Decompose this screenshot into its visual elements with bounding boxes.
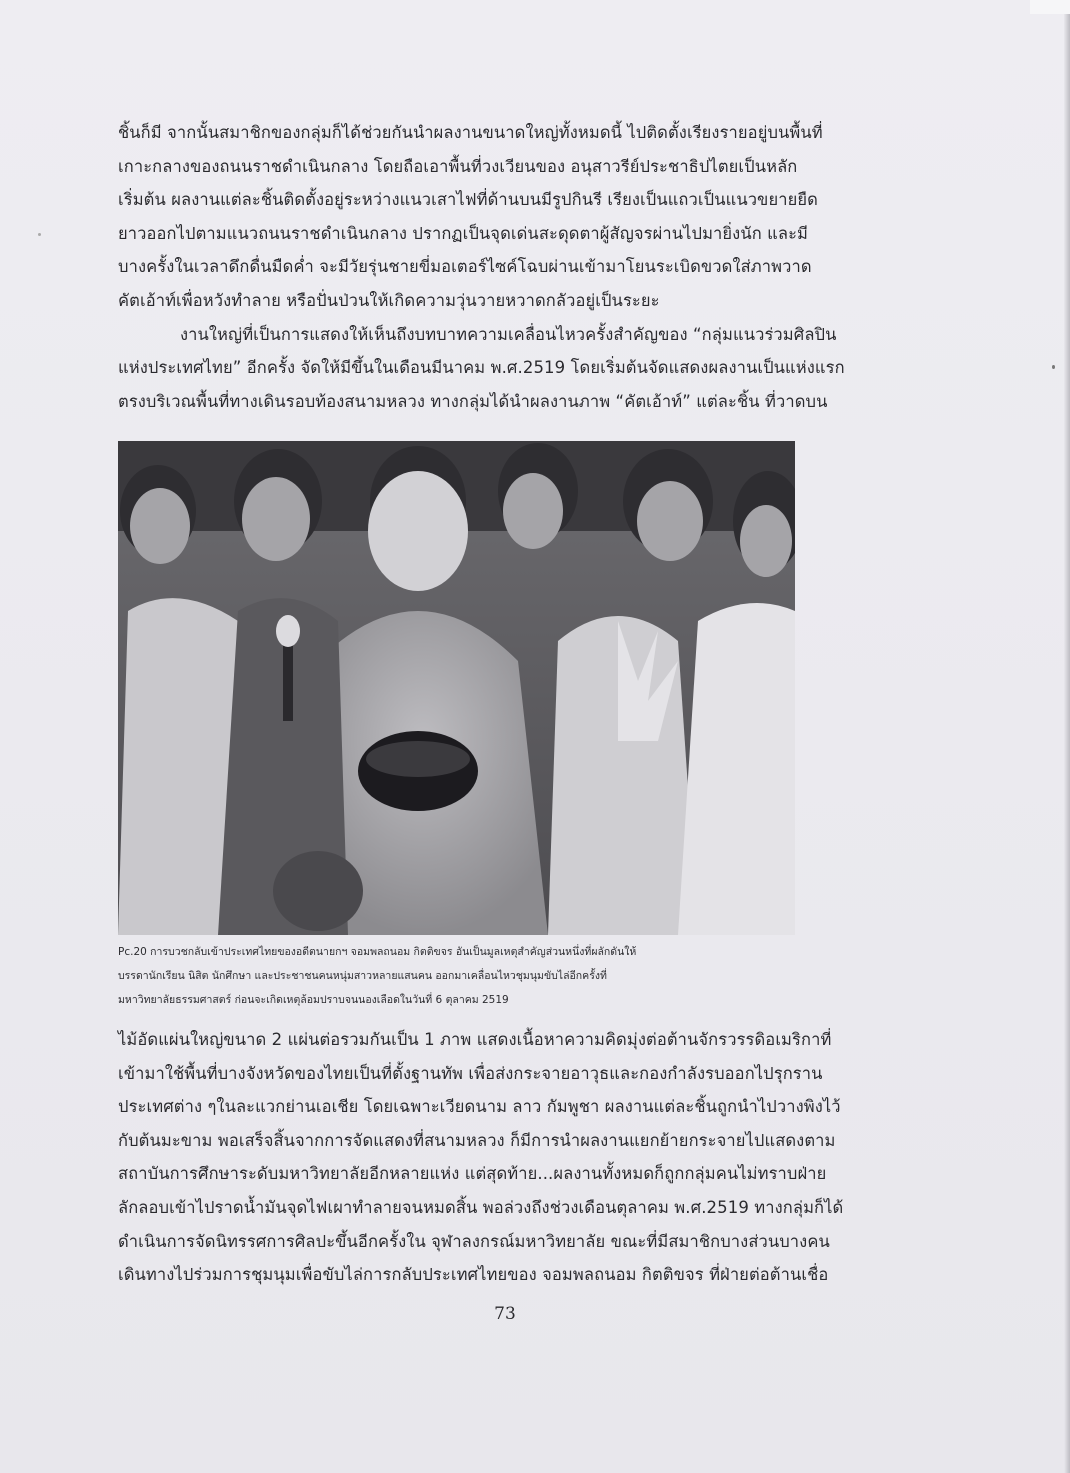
text-line: งานใหญ่ที่เป็นการแสดงให้เห็นถึงบทบาทความเคลื่อนไหวครั้งสำคัญของ “กลุ่มแนวร่วมศิลปิน: [180, 324, 837, 344]
text-line: เดินทางไปร่วมการชุมนุมเพื่อขับไล่การกลับประเทศไทยของ จอมพลถนอม กิตติขจร ที่ฝ่ายต่อต้านเชื่อ: [118, 1265, 829, 1285]
photo-caption: [118, 940, 838, 1012]
text-line: เริ่มต้น ผลงานแต่ละชิ้นติดตั้งอยู่ระหว่างแนวเสาไฟที่ด้านบนมีรูปกินรี เรียงเป็นแถวเป็นแนวขยายยืด: [118, 190, 818, 210]
text-line: ชิ้นก็มี จากนั้นสมาชิกของกลุ่มก็ได้ช่วยกันนำผลงานขนาดใหญ่ทั้งหมดนี้ ไปติดตั้งเรียงรายอยู่บนพื้นที่: [118, 123, 823, 142]
caption-line: Pc.20 การบวชกลับเข้าประเทศไทยของอดีตนายกฯ จอมพลถนอม กิตติขจร อันเป็นมูลเหตุสำคัญส่วนหนึ่งที่ผลักดันให้: [118, 946, 637, 958]
text-line: เกาะกลางของถนนราชดำเนินกลาง โดยถือเอาพื้นที่วงเวียนของ อนุสาวรีย์ประชาธิปไตยเป็นหลัก: [118, 156, 798, 176]
text-line: ยาวออกไปตามแนวถนนราชดำเนินกลาง ปรากฏเป็นจุดเด่นสะดุดตาผู้สัญจรผ่านไปมายิ่งนัก และมี: [118, 223, 809, 243]
page-edge: [1064, 0, 1070, 1473]
body-text-bottom: [118, 1023, 938, 1292]
text-line: ประเทศต่าง ๆในละแวกย่านเอเชีย โดยเฉพาะเวียดนาม ลาว กัมพูชา ผลงานแต่ละชิ้นถูกนำไปวางพิงไว้: [118, 1097, 841, 1117]
text-line: ตรงบริเวณพื้นที่ทางเดินรอบท้องสนามหลวง ทางกลุ่มได้นำผลงานภาพ “คัตเอ้าท์” แต่ละชิ้น ที่วาดบน: [118, 391, 828, 411]
paper-speck: [38, 233, 41, 236]
text-line: บางครั้งในเวลาดึกดื่นมืดค่ำ จะมีวัยรุ่นชายขี่มอเตอร์ไซค์โฉบผ่านเข้ามาโยนระเบิดขวดใส่ภาพวาด: [118, 257, 812, 277]
historical-photo: [118, 441, 795, 935]
paper-speck: [1052, 365, 1055, 369]
caption-line: มหาวิทยาลัยธรรมศาสตร์ ก่อนจะเกิดเหตุล้อมปราบจนนองเลือดในวันที่ 6 ตุลาคม 2519: [118, 994, 509, 1006]
caption-line: บรรดานักเรียน นิสิต นักศึกษา และประชาชนคนหนุ่มสาวหลายแสนคน ออกมาเคลื่อนไหวชุมนุมขับไล่อีกครั้งที่: [118, 970, 607, 982]
text-line: เข้ามาใช้พื้นที่บางจังหวัดของไทยเป็นที่ตั้งฐานทัพ เพื่อส่งกระจายอาวุธและกองกำลังรบออกไปรุกราน: [118, 1063, 823, 1083]
text-line: กับต้นมะขาม พอเสร็จสิ้นจากการจัดแสดงที่สนามหลวง ก็มีการนำผลงานแยกย้ายกระจายไปแสดงตาม: [118, 1130, 836, 1150]
text-line: สถาบันการศึกษาระดับมหาวิทยาลัยอีกหลายแห่ง แต่สุดท้าย...ผลงานทั้งหมดก็ถูกกลุ่มคนไม่ทราบฝ่าย: [118, 1164, 827, 1184]
page-corner: [1030, 0, 1070, 14]
text-line: ลักลอบเข้าไปราดน้ำมันจุดไฟเผาทำลายจนหมดสิ้น พอล่วงถึงช่วงเดือนตุลาคม พ.ศ.2519 ทางกลุ่มก็ได้: [118, 1197, 844, 1217]
text-line: คัตเอ้าท์เพื่อหวังทำลาย หรือปั่นป่วนให้เกิดความวุ่นวายหวาดกลัวอยู่เป็นระยะ: [118, 290, 660, 310]
text-line: ไม้อัดแผ่นใหญ่ขนาด 2 แผ่นต่อรวมกันเป็น 1 ภาพ แสดงเนื้อหาความคิดมุ่งต่อต้านจักรวรรดิอเมริกาที่: [118, 1030, 832, 1049]
text-line: ดำเนินการจัดนิทรรศการศิลปะขึ้นอีกครั้งใน จุฬาลงกรณ์มหาวิทยาลัย ขณะที่มีสมาชิกบางส่วนบางคน: [118, 1231, 830, 1251]
text-line: แห่งประเทศไทย” อีกครั้ง จัดให้มีขึ้นในเดือนมีนาคม พ.ศ.2519 โดยเริ่มต้นจัดแสดงผลงานเป็นแห่งแรก: [118, 358, 845, 378]
body-text-top: [118, 116, 938, 418]
page-number: 73: [494, 1304, 516, 1324]
